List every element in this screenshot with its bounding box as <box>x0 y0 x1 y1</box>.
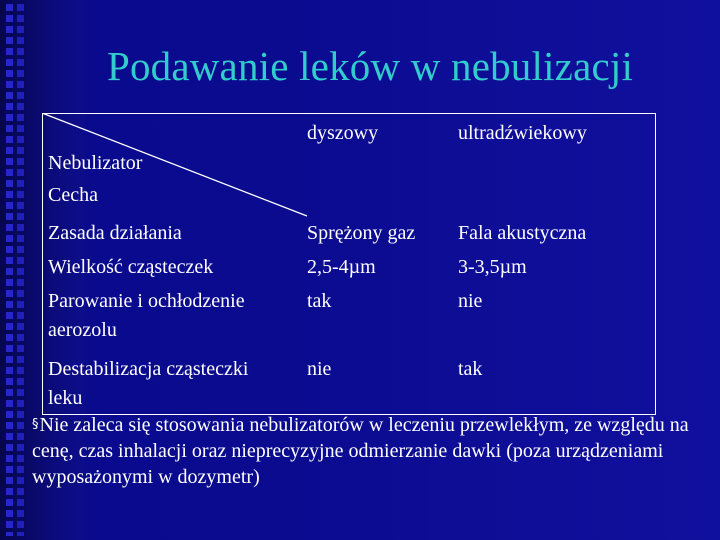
row-value-evaporation-nozzle: tak <box>307 290 332 312</box>
row-value-size-nozzle: 2,5-4µm <box>307 256 376 278</box>
row-value-size-ultrasonic: 3-3,5µm <box>458 256 527 278</box>
row-label-principle: Zasada działania <box>48 222 182 244</box>
row-label-particle-size: Wielkość cząsteczek <box>48 256 214 278</box>
row-label-evaporation-cont: aerozolu <box>48 319 117 341</box>
row-value-principle-nozzle: Sprężony gaz <box>307 222 416 244</box>
row-value-principle-ultrasonic: Fala akustyczna <box>458 222 587 244</box>
row-label-destabilization-cont: leku <box>48 387 83 409</box>
row-label-destabilization: Destabilizacja cząsteczki <box>48 358 249 380</box>
column-header-nozzle: dyszowy <box>307 122 379 144</box>
corner-label-nebulizer: Nebulizator <box>48 152 143 174</box>
row-label-evaporation: Parowanie i ochłodzenie <box>48 290 245 312</box>
bullet-note <box>32 412 702 490</box>
corner-label-feature: Cecha <box>48 184 98 206</box>
bullet-marker: § <box>32 417 39 432</box>
row-value-destabilization-nozzle: nie <box>307 358 332 380</box>
bullet-note-text: Nie zaleca się stosowania nebulizatorów w leczeniu przewlekłym, ze względu na cenę, czas inhalacji oraz nieprecyzyjne odmierzanie dawki (poza urządzeniami wyposażonymi w dozymetr) <box>32 414 689 488</box>
slide-title: Podawanie leków w nebulizacji <box>106 43 634 89</box>
row-value-evaporation-ultrasonic: nie <box>458 290 483 312</box>
row-value-destabilization-ultrasonic: tak <box>458 358 483 380</box>
column-header-ultrasonic: ultradźwiekowy <box>458 122 587 144</box>
